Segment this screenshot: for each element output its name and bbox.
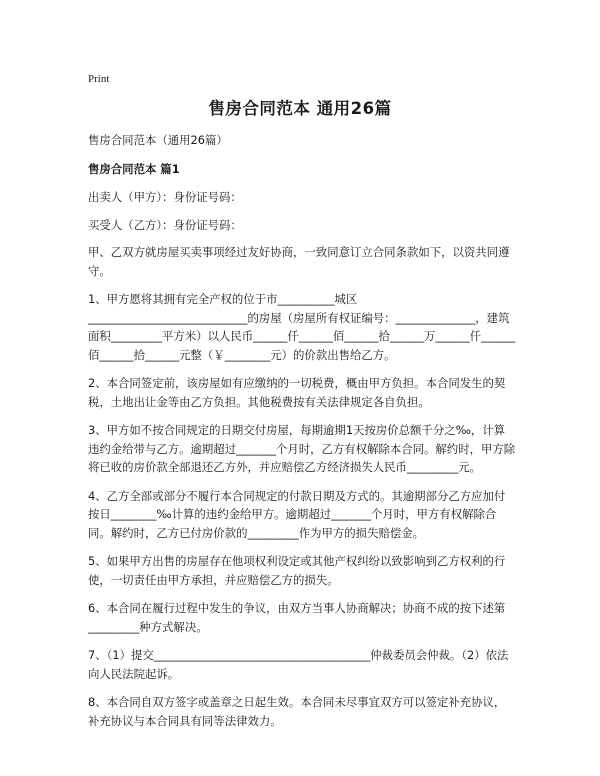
clause-7: 7、（1）提交______________________________________仲裁委员会仲裁。（2）依法向人民法院起诉。 (88, 648, 509, 681)
clause-6: 6、本合同在履行过程中发生的争议，由双方当事人协商解决；协商不成的按下述第_________种方式解决。 (88, 601, 506, 634)
intro-paragraph: 甲、乙双方就房屋买卖事项经过友好协商，一致同意订立合同条款如下，以资共同遵守。 (88, 245, 510, 278)
buyer-line: 买受人（乙方）：身份证号码： (88, 217, 242, 232)
clause-8: 8、本合同自双方签字或盖章之日起生效。本合同未尽事宜双方可以签定补充协议，补充协议与本合同具有同等法律效力。 (88, 695, 506, 728)
document-subtitle: 售房合同范本（通用26篇） (88, 133, 228, 147)
clause-1: 1、甲方愿将其拥有完全产权的位于市__________城区____________________________的房屋（房屋所有权证编号：______________，建筑面积_________平方米）以人民币______仟______佰______拾______万______仟______佰______拾______元整（￥________元）的价款出售给乙方。 (88, 292, 516, 362)
section-heading: 售房合同范本 篇1 (88, 161, 180, 176)
clause-3: 3、甲方如不按合同规定的日期交付房屋，每期逾期1天按房价总额千分之‰，计算违约金给带与乙方。逾期超过_______个月时，乙方有权解除本合同。解约时，甲方除将已收的房价款全部退还乙方外，并应赔偿乙方经济损失人民币_________元。 (88, 423, 516, 474)
clause-5: 5、如果甲方出售的房屋存在他项权利设定或其他产权纠纷以致影响到乙方权利的行使，一切责任由甲方承担，并应赔偿乙方的损失。 (88, 554, 506, 587)
document-body (88, 131, 516, 730)
seller-line: 出卖人（甲方）：身份证号码： (88, 190, 242, 204)
page-title: 售房合同范本 通用26篇 (208, 99, 392, 118)
print-link[interactable]: Print (88, 73, 110, 85)
clause-4: 4、乙方全部或部分不履行本合同规定的付款日期及方式的。其逾期部分乙方应加付按日________‰计算的违约金给甲方。逾期超过_______个月时，甲方有权解除合同。解约时，乙方已付房价款的_________作为甲方的损失赔偿金。 (88, 488, 506, 540)
clause-2: 2、本合同签定前，该房屋如有应缴纳的一切税费，概由甲方负担。本合同发生的契税，土地出让金等由乙方负担。其他税费按有关法律规定各自负担。 (88, 376, 506, 409)
